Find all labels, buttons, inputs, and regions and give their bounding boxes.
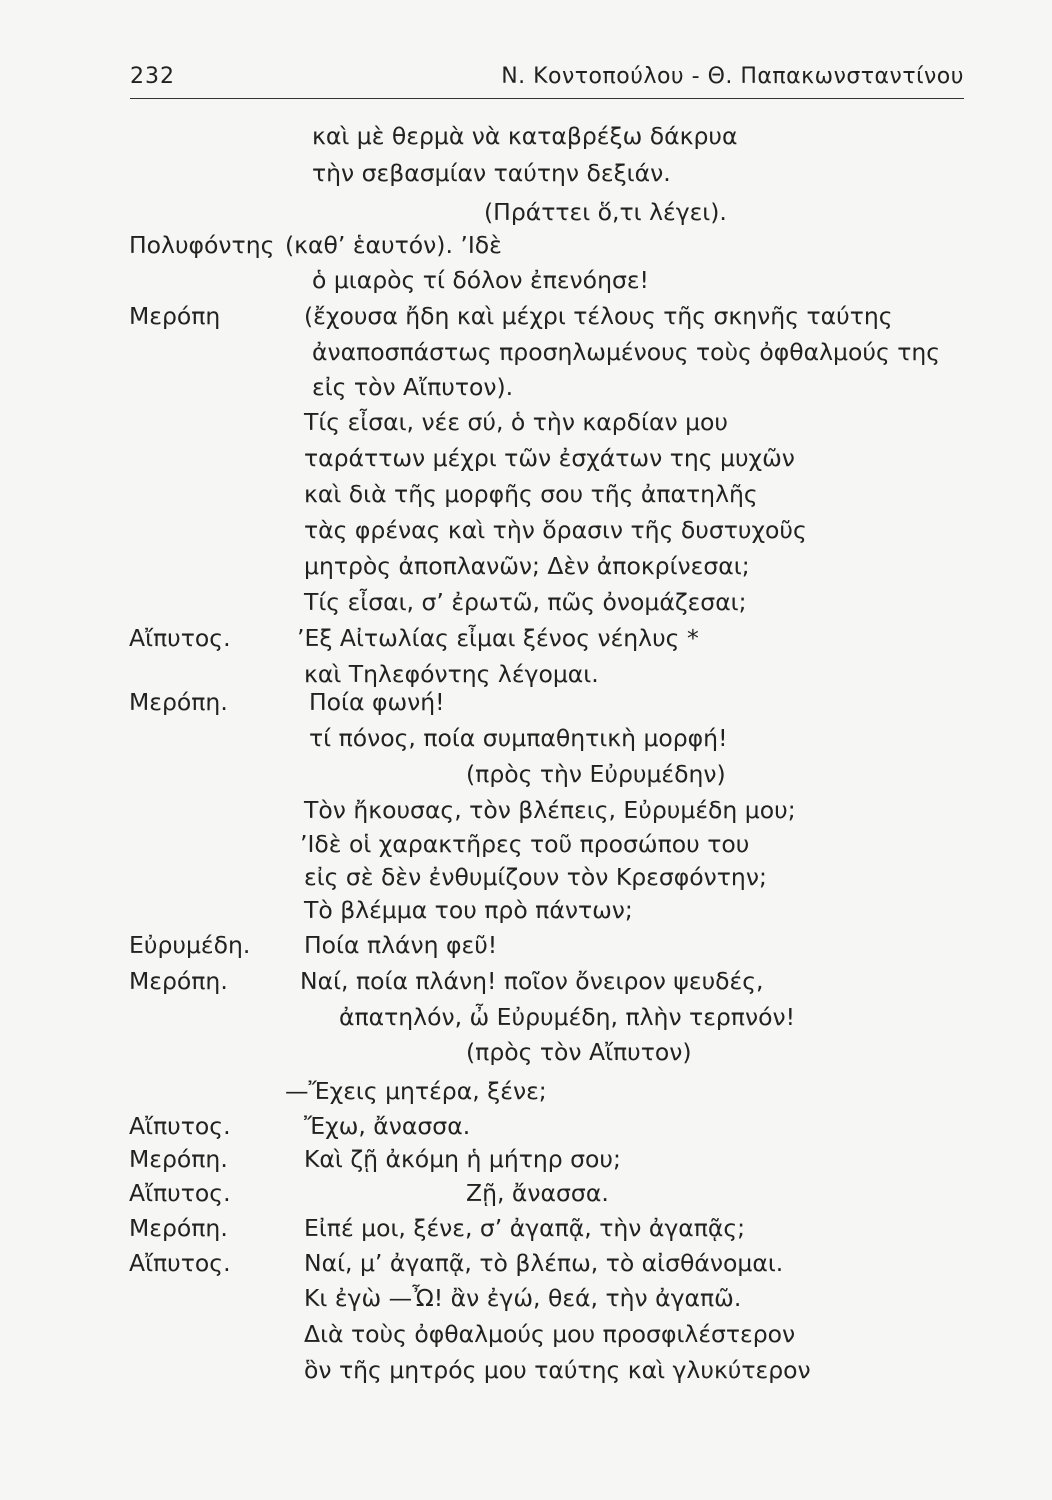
stage-direction: (Πράττει ὅ,τι λέγει). — [484, 198, 727, 226]
play-line — [0, 756, 1052, 792]
play-line — [0, 155, 1052, 191]
verse-text: Εἰπέ μοι, ξένε, σ’ ἀγαπᾷ, τὴν ἀγαπᾷς; — [304, 1214, 746, 1242]
verse-text: Ποία φωνή! — [309, 688, 445, 716]
verse-text: ’Ιδὲ οἱ χαρακτῆρες τοῦ προσώπου του — [300, 830, 750, 858]
verse-text: τὰς φρένας καὶ τὴν ὅρασιν τῆς δυστυχοῦς — [304, 516, 807, 544]
verse-text: καὶ Τηλεφόντης λέγομαι. — [304, 660, 599, 688]
play-line — [0, 1175, 1052, 1211]
play-line — [0, 620, 1052, 656]
play-line — [0, 999, 1052, 1035]
play-line — [0, 262, 1052, 298]
play-line — [0, 548, 1052, 584]
verse-text: τί πόνος, ποία συμπαθητικὴ μορφή! — [309, 724, 728, 752]
verse-text: ὁ μιαρὸς τί δόλον ἐπενόησε! — [312, 266, 649, 294]
page-number: 232 — [130, 64, 175, 89]
play-line — [0, 404, 1052, 440]
verse-text: ὃν τῆς μητρός μου ταύτης καὶ γλυκύτερον — [304, 1356, 811, 1384]
stage-direction: εἰς τὸν Αἴπυτον). — [312, 373, 514, 401]
speaker-name: Εὐρυμέδη. — [129, 931, 251, 959]
play-line — [0, 684, 1052, 720]
verse-text: Τὸν ἤκουσας, τὸν βλέπεις, Εὐρυμέδη μου; — [304, 796, 796, 824]
stage-direction: (ἔχουσα ἤδη καὶ μέχρι τέλους τῆς σκηνῆς ταύτης — [304, 302, 893, 330]
speaker-name: Μερόπη. — [129, 1214, 228, 1242]
speaker-name: Αἴπυτος. — [129, 1179, 231, 1207]
running-head: Ν. Κοντοπούλου - Θ. Παπακωνσταντίνου — [501, 64, 964, 89]
play-line — [0, 227, 1052, 263]
verse-text: ’Εξ Αἰτωλίας εἶμαι ξένος νέηλυς * — [297, 624, 699, 652]
verse-text: Καὶ ζῇ ἀκόμη ἡ μήτηρ σου; — [304, 1145, 621, 1173]
play-line — [0, 963, 1052, 999]
stage-direction: (πρὸς τὴν Εὐρυμέδην) — [466, 760, 726, 788]
verse-text: ἀπατηλόν, ὦ Εὐρυμέδη, πλὴν τερπνόν! — [339, 1003, 796, 1031]
verse-text: Ναί, ποία πλάνη! ποῖον ὄνειρον ψευδές, — [300, 967, 764, 995]
play-line — [0, 927, 1052, 963]
speaker-name: Αἴπυτος. — [129, 1112, 231, 1140]
play-line — [0, 1034, 1052, 1070]
verse-text: Τίς εἶσαι, σ’ ἐρωτῶ, πῶς ὀνομάζεσαι; — [304, 588, 747, 616]
play-line — [0, 826, 1052, 862]
verse-text: μητρὸς ἀποπλανῶν; Δὲν ἀποκρίνεσαι; — [304, 552, 750, 580]
speaker-name: Πολυφόντης — [129, 231, 275, 259]
play-line — [0, 476, 1052, 512]
verse-text: Κι ἐγὼ —Ὦ! ἂν ἐγώ, θεά, τὴν ἀγαπῶ. — [304, 1284, 742, 1312]
play-line — [0, 1352, 1052, 1388]
play-line — [0, 1245, 1052, 1281]
play-line — [0, 440, 1052, 476]
verse-text: ταράττων μέχρι τῶν ἐσχάτων της μυχῶν — [304, 444, 795, 472]
speaker-name: Μερόπη — [129, 302, 221, 330]
verse-text: Ναί, μ’ ἀγαπᾷ, τὸ βλέπω, τὸ αἰσθάνομαι. — [304, 1249, 784, 1277]
verse-text: Τίς εἶσαι, νέε σύ, ὁ τὴν καρδίαν μου — [304, 408, 729, 436]
verse-text: καὶ διὰ τῆς μορφῆς σου τῆς ἀπατηλῆς — [304, 480, 758, 508]
verse-text: Ἔχω, ἄνασσα. — [304, 1112, 471, 1140]
stage-direction: (πρὸς τὸν Αἴπυτον) — [466, 1038, 692, 1066]
speaker-name: Αἴπυτος. — [129, 624, 231, 652]
play-line — [0, 1316, 1052, 1352]
verse-text: καὶ μὲ θερμὰ νὰ καταβρέξω δάκρυα — [312, 122, 738, 150]
play-line — [0, 720, 1052, 756]
speaker-name: Μερόπη. — [129, 688, 228, 716]
play-line — [0, 792, 1052, 828]
verse-text: Ζῇ, ἄνασσα. — [466, 1179, 609, 1207]
play-line — [0, 512, 1052, 548]
play-line — [0, 859, 1052, 895]
stage-direction: ἀναποσπάστως προσηλωμένους τοὺς ὀφθαλμούς της — [312, 338, 941, 366]
verse-text: Τὸ βλέμμα του πρὸ πάντων; — [304, 896, 633, 924]
verse-text: (καθ’ ἑαυτόν). ’Ιδὲ — [285, 231, 502, 259]
play-line — [0, 194, 1052, 230]
speaker-name: Μερόπη. — [129, 967, 228, 995]
play-line — [0, 1108, 1052, 1144]
verse-text: Ποία πλάνη φεῦ! — [304, 931, 498, 959]
verse-text: τὴν σεβασμίαν ταύτην δεξιάν. — [312, 159, 671, 187]
play-line — [0, 892, 1052, 928]
speaker-name: Μερόπη. — [129, 1145, 228, 1173]
play-line — [0, 334, 1052, 370]
play-line — [0, 369, 1052, 405]
play-line — [0, 1280, 1052, 1316]
verse-text: Διὰ τοὺς ὀφθαλμούς μου προσφιλέστερον — [304, 1320, 796, 1348]
play-line — [0, 1073, 1052, 1109]
verse-text: —Ἔχεις μητέρα, ξένε; — [285, 1077, 547, 1105]
play-line — [0, 584, 1052, 620]
play-line — [0, 1141, 1052, 1177]
verse-text: εἰς σὲ δὲν ἐνθυμίζουν τὸν Κρεσφόντην; — [304, 863, 767, 891]
speaker-name: Αἴπυτος. — [129, 1249, 231, 1277]
play-line — [0, 298, 1052, 334]
play-line — [0, 118, 1052, 154]
play-line — [0, 1210, 1052, 1246]
